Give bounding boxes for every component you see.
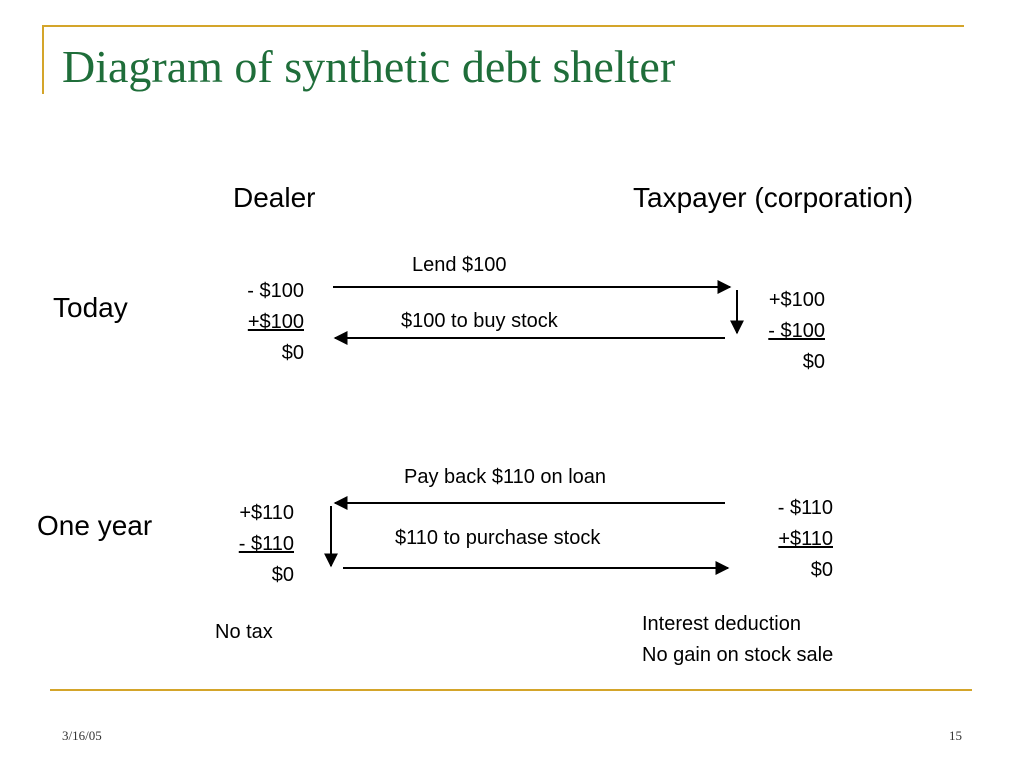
ledger-line: - $110 bbox=[777, 497, 833, 519]
note-no-gain: No gain on stock sale bbox=[642, 644, 834, 666]
ledger-total: $0 bbox=[281, 342, 304, 364]
ledger-line: - $100 bbox=[768, 320, 825, 342]
ledger-line: +$110 bbox=[239, 502, 294, 524]
footer-page-number: 15 bbox=[949, 728, 962, 743]
column-header-dealer: Dealer bbox=[233, 182, 316, 213]
flow-label-buy-stock: $100 to buy stock bbox=[401, 310, 558, 332]
flow-label-lend: Lend $100 bbox=[412, 254, 507, 276]
ledger-line: - $100 bbox=[247, 280, 304, 302]
dealer-ledger-one-year bbox=[239, 498, 294, 591]
taxpayer-ledger-today bbox=[768, 285, 825, 378]
taxpayer-ledger-one-year bbox=[778, 493, 833, 586]
row-label-today: Today bbox=[53, 292, 128, 323]
ledger-line: +$100 bbox=[247, 311, 304, 333]
ledger-total: $0 bbox=[271, 564, 294, 586]
ledger-line: - $110 bbox=[238, 533, 294, 555]
ledger-line: +$100 bbox=[768, 289, 825, 311]
flow-label-purchase-stock: $110 to purchase stock bbox=[395, 527, 601, 549]
slide-title: Diagram of synthetic debt shelter bbox=[62, 41, 676, 92]
column-header-taxpayer: Taxpayer (corporation) bbox=[633, 182, 914, 213]
ledger-total: $0 bbox=[802, 351, 825, 373]
flow-label-pay-back: Pay back $110 on loan bbox=[404, 466, 607, 488]
note-interest-deduction: Interest deduction bbox=[642, 613, 801, 635]
dealer-ledger-today bbox=[247, 276, 304, 369]
footer-date: 3/16/05 bbox=[62, 728, 102, 743]
note-taxpayer bbox=[642, 609, 833, 671]
note-dealer-no-tax: No tax bbox=[215, 621, 273, 643]
row-label-one-year: One year bbox=[37, 510, 153, 541]
ledger-line: +$110 bbox=[778, 528, 833, 550]
ledger-total: $0 bbox=[810, 559, 833, 581]
